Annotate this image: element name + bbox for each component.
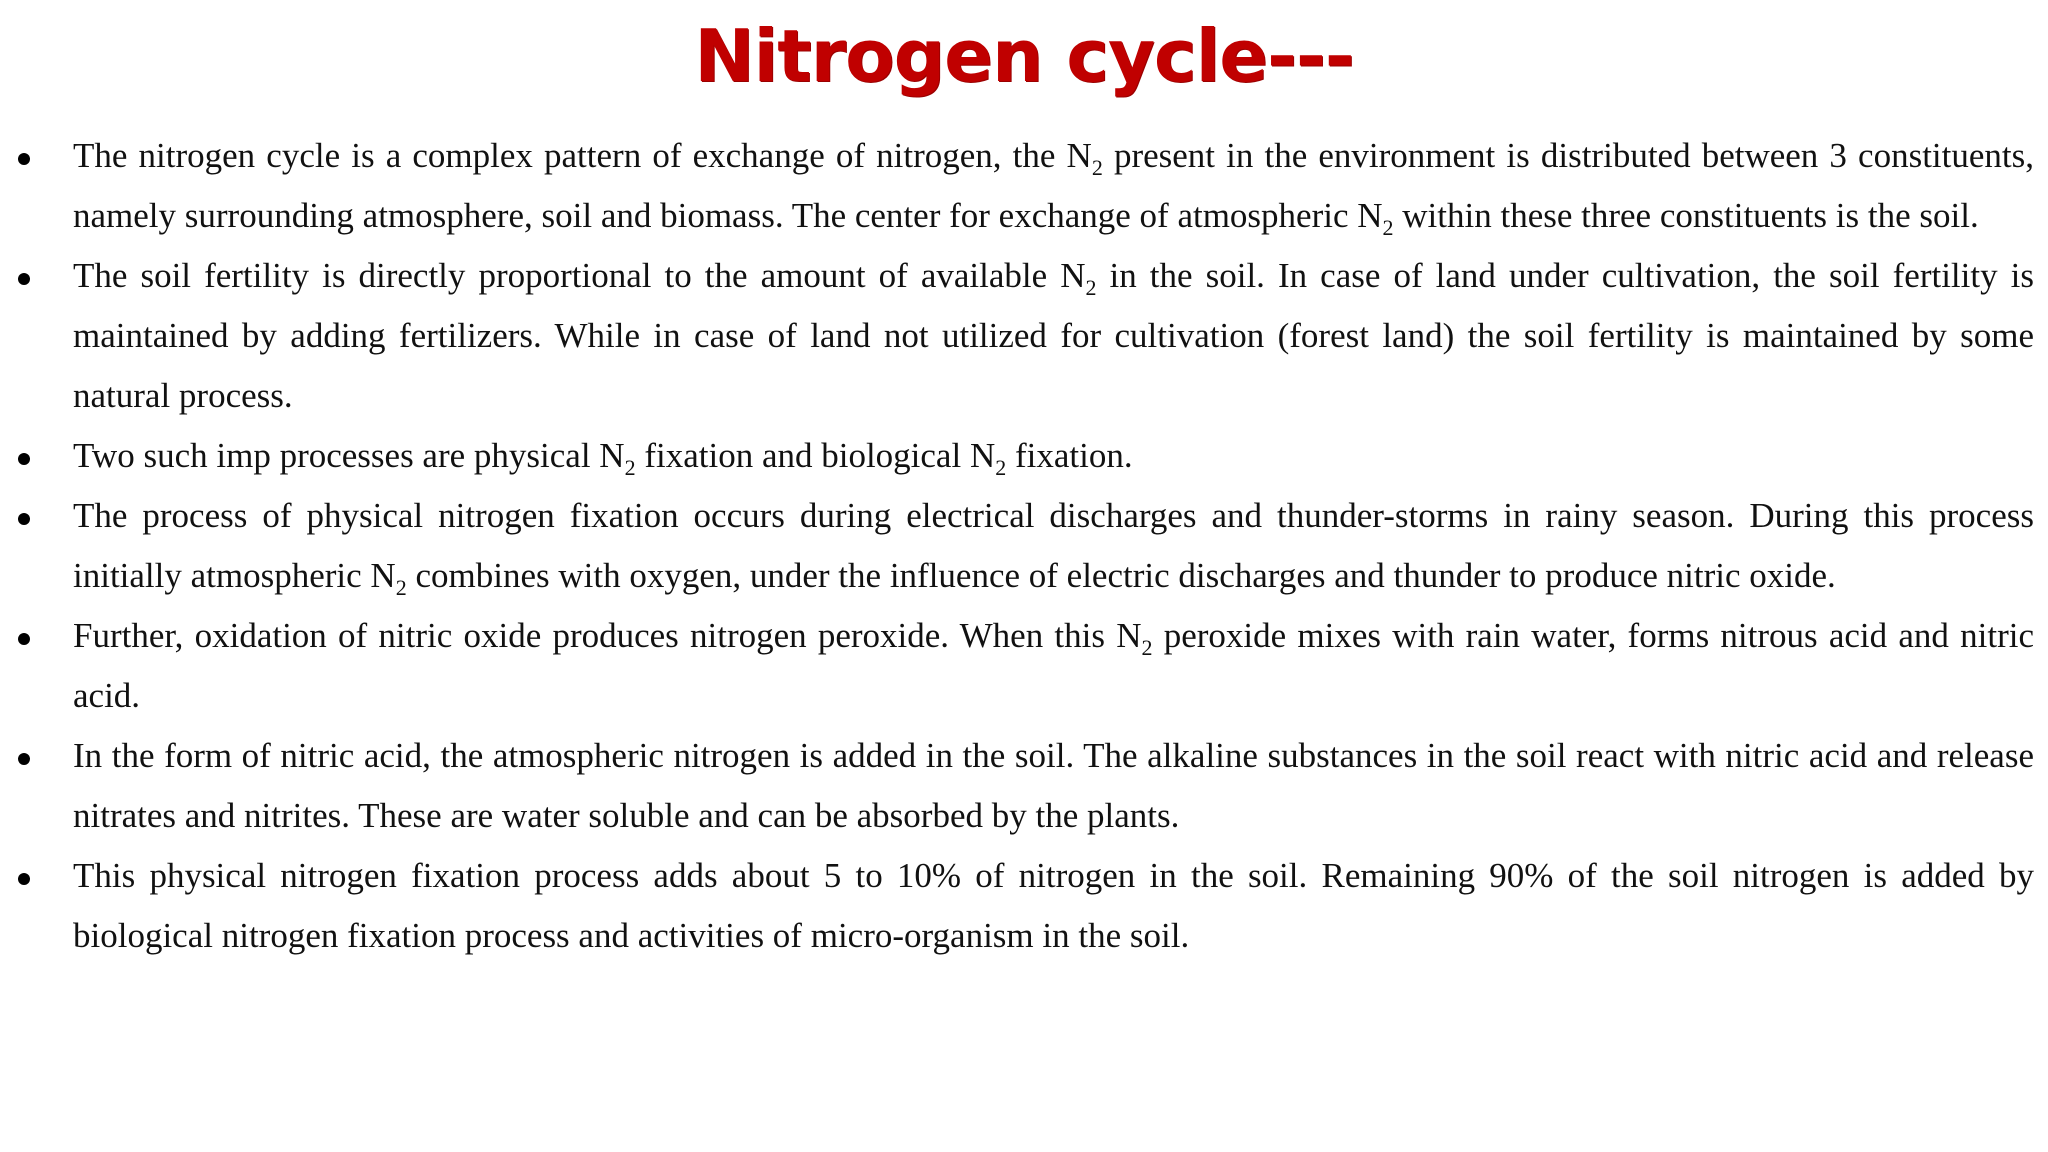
bullet-text: The nitrogen cycle is a complex pattern of exchange of nitrogen, the $N_2$ present in the environment is distributed between 3 constituents, namely surrounding atmosphere, soil and biomass. The center for exchange of atmospheric $N_2$ within these three constituents is the soil. (73, 136, 2035, 240)
bullet-item (0, 426, 2048, 486)
bullet-icon (18, 453, 30, 465)
bullet-icon (18, 153, 30, 165)
slide-title: Nitrogen cycle--- (694, 14, 1354, 98)
bullet-item (0, 846, 2048, 966)
bullet-text: The process of physical nitrogen fixation occurs during electrical discharges and thunder-storms in rainy season. During this process initially atmospheric $N_2$ combines with oxygen, under the influence of electric discharges and thunder to produce nitric oxide. (73, 496, 2034, 600)
bullet-text: Two such imp processes are physical $N_2$ fixation and biological $N_2$ fixation. (73, 436, 1133, 480)
bullet-item (0, 246, 2048, 426)
bullet-item (0, 486, 2048, 606)
bullet-text: Further, oxidation of nitric oxide produces nitrogen peroxide. When this $N_2$ peroxide mixes with rain water, forms nitrous acid and nitric acid. (73, 616, 2034, 715)
bullet-text: In the form of nitric acid, the atmospheric nitrogen is added in the soil. The alkaline substances in the soil react with nitric acid and release nitrates and nitrites. These are water soluble and can be absorbed by the plants. (73, 736, 2034, 835)
bullet-list (0, 126, 2048, 966)
bullet-item (0, 726, 2048, 846)
bullet-icon (18, 873, 30, 885)
bullet-icon (18, 753, 30, 765)
bullet-item (0, 606, 2048, 726)
bullet-icon (18, 513, 30, 525)
bullet-item (0, 126, 2048, 246)
bullet-icon (18, 273, 30, 285)
bullet-text: This physical nitrogen fixation process adds about 5 to 10% of nitrogen in the soil. Remaining 90% of the soil nitrogen is added by biological nitrogen fixation process and activities of micro-organism in the soil. (73, 856, 2034, 955)
bullet-icon (18, 633, 30, 645)
bullet-text: The soil fertility is directly proportional to the amount of available $N_2$ in the soil. In case of land under cultivation, the soil fertility is maintained by adding fertilizers. While in case of land not utilized for cultivation (forest land) the soil fertility is maintained by some natural process. (73, 256, 2034, 415)
